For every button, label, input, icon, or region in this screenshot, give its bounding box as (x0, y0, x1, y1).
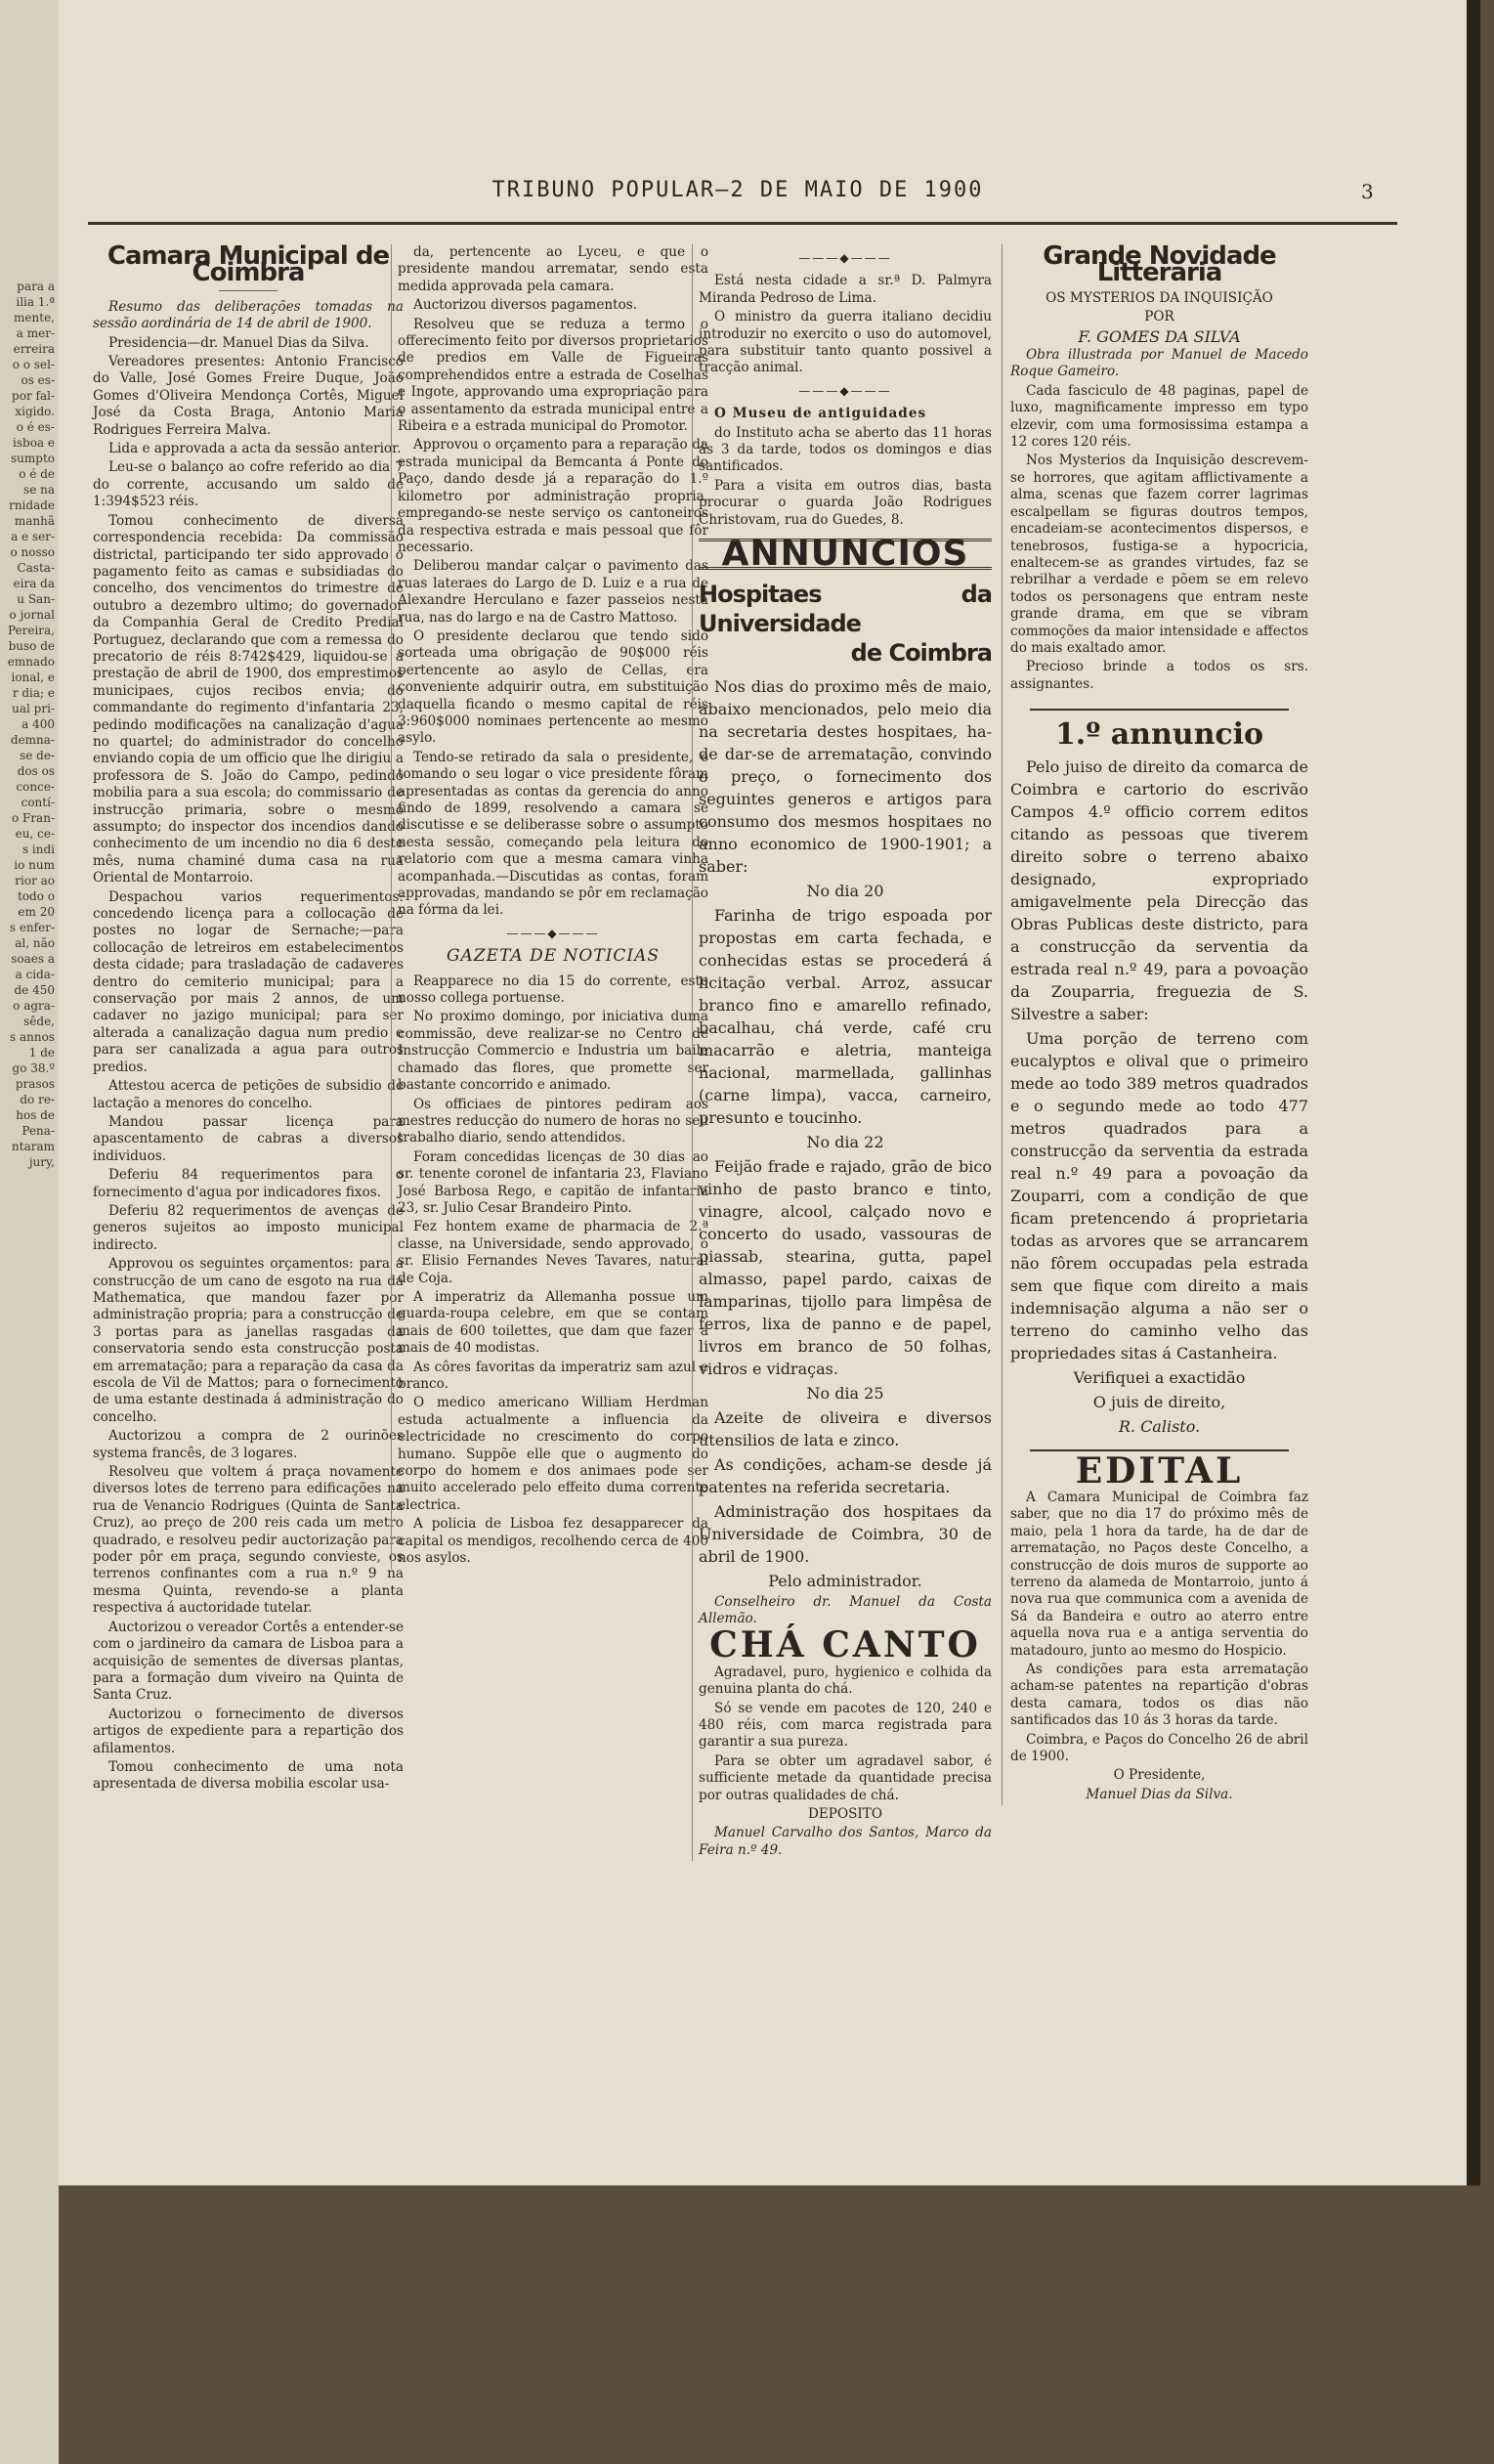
binding-fragment: 1 de (28, 1046, 55, 1059)
binding-fragment: dos os (17, 764, 55, 778)
hospitaes-title-2: de Coimbra (850, 638, 992, 667)
book-title: OS MYSTERIOS DA INQUISIÇÃO (1046, 289, 1273, 306)
ornament-divider: ———◆——— (798, 251, 892, 265)
camara-paragraph: O presidente declarou que tendo sido sorteada uma obrigação de 90$000 réis pertencente ao asylo de Cellas, era conveniente adquirir outra, em substituição daquella ficando o mesmo capital de réis 3:960$000 nominaes pertencente ao mesmo asylo. (398, 627, 708, 747)
day-22-text: Feijão frade e rajado, grão de bico vinho de pasto branco e tinto, vinagre, alcool, calçado novo e concerto do usado, vassouras de piassab, stearina, gutta, papel almasso, papel pardo, caixas de lamparinas, tijollo para limpêsa de ferros, lixa de panno e de papel, livros em branco de 50 folhas, vidros e vidraças. (699, 1156, 992, 1378)
binding-fragment: o nosso (10, 545, 55, 559)
museu-paragraph: do Instituto acha se aberto das 11 horas ás 3 da tarde, todos os domingos e dias santificados. (699, 424, 992, 475)
binding-fragment: todo o (18, 889, 55, 903)
binding-fragment: s annos (10, 1030, 55, 1044)
gazeta-paragraph: O medico americano William Herdman estuda actualmente a influencia da electricidade no crescimento do corpo humano. Suppõe elle que o augmento do corpo do homem e dos animaes pode ser muito accelerado pelo effeito duma corrente electrica. (398, 1395, 708, 1513)
binding-fragment: mente, (14, 311, 55, 324)
camara-paragraph: Resolveu que se reduza a termo o offerecimento feito por diversos proprietarios de predios em Valle de Figueiras comprehendidos entre a estrada de Coselhas e Ingote, approvando uma expropriação para o assentamento da estrada municipal entre a Ribeira e a estrada municipal do Promotor. (398, 316, 708, 435)
deposito-text: Manuel Carvalho dos Santos, Marco da Feira n.º 49. (699, 1825, 992, 1858)
day-20-text: Farinha de trigo espoada por propostas em carta fechada, e conhecidas estas se procederá á licitação verbal. Arroz, assucar branco fino e amarello refinado, bacalhau, chá verde, café cru macarrão e aletria, manteiga nacional, marmellada, gallinhas (carne limpa), vacca, carneiro, presunto e toucinho. (699, 905, 992, 1127)
camara-title: Camara Municipal de Coimbra (107, 241, 390, 288)
cha-text-3: Para se obter um agradavel sabor, é sufficiente metade da quantidade precisa por outras qualidades de chá. (699, 1752, 992, 1803)
annuncio-text: Pelo juiso de direito da comarca de Coimbra e cartorio do escrivão Campos 4.º officio correm editos citando as pessoas que tiverem direito sobre o terreno abaixo designado, expropriado amigavelmente pela Direcção das Obras Publicas deste districto, para a construcção da serventia da estrada real n.º 49, para a povoação da Zouparria, freguezia de S. Silvestre a saber: (1010, 756, 1308, 1023)
binding-fragment: rnidade (9, 498, 55, 512)
column-annuncios (692, 244, 992, 1861)
camara-paragraphs (93, 335, 404, 1794)
por-label: POR (1144, 309, 1174, 325)
day-20: No dia 20 (806, 881, 884, 900)
camara-paragraph: Deferiu 82 requerimentos de avenças de generos sujeitos ao imposto municipal indirecto. (93, 1202, 404, 1253)
binding-fragment: o o sel- (12, 358, 55, 371)
camara-paragraph: da, pertencente ao Lyceu, e que o presidente mandou arrematar, sendo esta medida approvada pela camara. (398, 244, 708, 294)
binding-fragment: se de- (20, 749, 55, 762)
binding-fragment: de 450 (14, 983, 55, 997)
binding-fragment: ional, e (11, 670, 55, 684)
binding-fragment: emnado (7, 655, 55, 669)
camara-paragraph: Auctorizou o fornecimento de diversos artigos de expediente para a repartição dos afilamentos. (93, 1706, 404, 1756)
juis-label: O juis de direito, (1092, 1392, 1226, 1411)
hospitaes-intro: Nos dias do proximo mês de maio, abaixo mencionados, pelo meio dia na secretaria destes hospitaes, ha-de dar-se de arrematação, convindo o preço, o fornecimento dos seguintes generos e artigos para consumo dos mesmos hospitaes no anno economico de 1900-1901; a saber: (699, 676, 992, 876)
binding-fragment: sumpto (11, 452, 55, 465)
gazeta-paragraphs (398, 973, 708, 1568)
verifiquei: Verifiquei a exactidão (1073, 1367, 1246, 1387)
camara-paragraph: Auctorizou o vereador Cortês a entender-se com o jardineiro da camara de Lisboa para a acquisição de sementes de diversas plantas, para a formação dum viveiro na Quinta de Santa Cruz. (93, 1619, 404, 1704)
camara-paragraph: Auctorizou a compra de 2 ourinões systema francês, de 3 logares. (93, 1428, 404, 1461)
gazeta-paragraph: A policia de Lisboa fez desapparecer da capital os mendigos, recolhendo cerca de 400 nos asylos. (398, 1516, 708, 1567)
museu-title: O Museu de antiguidades (714, 406, 927, 422)
binding-fragment: do re- (20, 1093, 55, 1106)
binding-fragment: para a (17, 280, 55, 293)
binding-fragment: manhã (14, 514, 55, 528)
masthead-rule (88, 222, 1397, 225)
binding-fragment: io num (14, 858, 55, 872)
deposito-label: DEPOSITO (807, 1805, 882, 1822)
binding-fragment: ual pri- (12, 702, 55, 715)
cha-text-2: Só se vende em pacotes de 120, 240 e 480 réis, com marca registrada para garantir a sua pureza. (699, 1700, 992, 1751)
day-25: No dia 25 (806, 1383, 884, 1403)
binding-fragment: buso de (8, 639, 55, 653)
camara-paragraph: Tomou conhecimento de uma nota apresentada de diversa mobilia escolar usa- (93, 1758, 404, 1793)
binding-fragment: ntaram (12, 1140, 55, 1153)
museu-paragraphs (699, 425, 992, 529)
binding-fragment: o jornal (9, 608, 55, 622)
binding-fragment: contí- (21, 796, 55, 809)
gazeta-title: GAZETA DE NOTICIAS (446, 946, 661, 967)
camara-paragraph: Resolveu que voltem á praça novamente diversos lotes de terreno para edificações na rua de Venancio Rodrigues (Quinta de Santa Cruz), ao preço de 200 reis cada um metro quadrado, e resolveu pedir auctorização para poder pôr em praça, segundo convieste, os terrenos confinantes com a rua n.º 9 na mesma Quinta, revendo-se a planta respectiva á auctoridade tutelar. (93, 1464, 404, 1617)
gazeta-paragraph: Foram concedidas licenças de 30 dias ao sr. tenente coronel de infantaria 23, Flaviano José Barbosa Rego, e capitão de infantaria 23, sr. Julio Cesar Brandeiro Pinto. (398, 1148, 708, 1216)
binding-fragment: se na (23, 483, 55, 497)
camara-paragraph: Leu-se o balanço ao cofre referido ao dia 7 do corrente, accusando um saldo de 1:394$523 réis. (93, 459, 404, 510)
gazeta-paragraph: No proximo domingo, por iniciativa duma commissão, deve realizar-se no Centro de Instrucção Commercio e Industria um baile chamado das flores, que promette ser bastante concorrido e animado. (398, 1009, 708, 1094)
binding-fragment: Pena- (21, 1124, 55, 1138)
camara-paragraph: Attestou acerca de petições de subsidio de lactação a menores do concelho. (93, 1078, 404, 1111)
binding-fragment: rior ao (15, 874, 55, 887)
camara-paragraph: Tendo-se retirado da sala o presidente, e tomando o seu logar o vice presidente fôram apresentadas as contas da gerencia do anno findo de 1899, resolvendo a camara se discutisse e se deliberasse sobre o assumpto nesta sessão, começando pela leitura do relatorio com que a mesma camara vinha acompanhada.—Discutidas as contas, foram approvadas, mandando se pôr em reclamação na fórma da lei. (398, 749, 708, 919)
column-litteraria (1002, 241, 1308, 1805)
binding-fragment: por fal- (12, 389, 55, 403)
camara-paragraph: Presidencia—dr. Manuel Dias da Silva. (108, 334, 369, 351)
illustrated-by: Obra illustrada por Manuel de Macedo Roque Gameiro. (1010, 347, 1308, 380)
binding-fragment: a 400 (21, 717, 55, 731)
binding-fragment: em 20 (18, 905, 55, 919)
edital-title: EDITAL (1075, 1449, 1244, 1491)
newspaper-page (59, 0, 1480, 2185)
binding-fragment: jury, (28, 1155, 55, 1169)
section-rule (1030, 709, 1289, 711)
binding-fragment: Casta- (17, 561, 55, 575)
book-paragraph: Precioso brinde a todos os srs. assignantes. (1010, 659, 1308, 692)
gazeta-paragraph: As côres favoritas da imperatriz sam azul e branco. (398, 1359, 708, 1392)
binding-fragment: hos de (16, 1108, 55, 1122)
conditions: As condições, acham-se desde já patentes na referida secretaria. (699, 1454, 992, 1496)
page-edge-shadow (1467, 0, 1480, 2185)
binding-fragment: xigido. (15, 405, 55, 418)
ornament-divider: ———◆——— (506, 926, 600, 940)
admin-text: Administração dos hospitaes da Universidade de Coimbra, 30 de abril de 1900. (699, 1501, 992, 1566)
binding-fragment: s enfer- (9, 921, 55, 934)
column-camara-municipal (93, 241, 404, 1795)
cha-canto-title: CHÁ CANTO (709, 1624, 981, 1666)
news-items (699, 273, 992, 376)
binding-fragment: go 38.º (12, 1061, 55, 1075)
admin-name: Conselheiro dr. Manuel da Costa Allemão. (699, 1593, 992, 1626)
cha-text: Agradavel, puro, hygienico e colhida da genuina planta do chá. (699, 1664, 992, 1698)
camara-paragraph: Approvou os seguintes orçamentos: para a construcção de um cano de esgoto na rua da Mathematica, que mandou fazer por administração propria; para a construcção de 3 portas para as janellas rasgadas da conservatoria sendo esta construcção posta em arrematação; para a reparação da casa da escola de Vil de Mattos; para o fornecimento de uma estante destinada á administração do concelho. (93, 1256, 404, 1425)
binding-fragment: eu, ce- (15, 827, 55, 841)
camara-paragraph: Approvou o orçamento para a reparação da estrada municipal da Bemcanta á Ponte do Paço, dando desde já a reparação do 1.º kilometro por administração propria, empregando-se neste serviço os cantoneiros da respectiva estrada e mais pessoal que fôr necessario. (398, 437, 708, 555)
binding-fragment: u San- (17, 592, 55, 606)
camara-subtitle: Resumo das deliberações tomadas na sessão aordinária de 14 de abril de 1900. (93, 298, 404, 332)
binding-fragment: s indi (21, 843, 55, 856)
annuncio-text-2: Uma porção de terreno com eucalyptos e olival que o primeiro mede ao todo 389 metros quadrados e o segundo mede ao todo 477 metros quadrados para a construcção da serventia da estrada real n.º 49 para a povoação da Zouparri, com a condição de que ficam pretencendo á proprietaria todas as arvores que se arrancarem não fôrem occupadas pela estrada sem que fique com direito a mais indemnisação alguma a não ser o terreno do caminho velho das propriedades sitas á Castanheira. (1010, 1028, 1308, 1362)
gazeta-paragraph: Os officiaes de pintores pediram aos mestres reducção do numero de horas no seu trabalho diario, sendo attendidos. (398, 1096, 708, 1146)
binding-fragment: o Fran- (11, 811, 55, 825)
binding-fragment: eira da (13, 577, 55, 590)
gazeta-paragraph: Fez hontem exame de pharmacia de 2.ª classe, na Universidade, sendo approvado, o sr. Elisio Fernandes Neves Tavares, natural de Coja. (398, 1219, 708, 1286)
presidente-label: O Presidente, (1113, 1767, 1206, 1784)
camara-paragraph: Despachou varios requerimentos: concedendo licença para a collocação de postes no logar de Sernache;—para collocação de letreiros em estabelecimentos desta cidade; para trasladação de cadaveres dentro do cemiterio municipal; para a conservação por mais 2 annos, de um cadaver no jazigo municipal; para ser alterada a canalização dagua num predio e para ser canalizada a agua para outros predios. (93, 888, 404, 1075)
day-25-text: Azeite de oliveira e diversos utensilios de lata e zinco. (699, 1407, 992, 1449)
hospitaes-title-1: Hospitaes da Universidade (699, 580, 992, 637)
camara-continued (398, 244, 708, 920)
binding-fragment: o é es- (16, 420, 55, 434)
annuncios-header: ANNUNCIOS (699, 539, 992, 569)
binding-fragment: sêde, (23, 1015, 55, 1028)
camara-paragraph: Tomou conhecimento de diversa correspondencia recebida: Da commissão districtal, participando ter sido approvado o pagamento feito as camas e subsidiadas do concelho, dos vencimentos do trimestre de outubro a dezembro ultimo; do governador da Companhia Geral de Credito Predial Portuguez, declarando que com a remessa do precatorio de réis 8:742$429, liquidou-se a prestação de abril de 1900, dos emprestimos municipaes, cujos recibos envia; do commandante do regimento d'infantaria 23, pedindo modificações na canalização d'agua no quartel; do administrador do concelho enviando copia de um officio que lhe dirigiu a professora de S. João do Campo, pedindo mobilia para a sua escola; do commissario de instrucção primaria, sobre o mesmo assumpto; do inspector dos incendios dando conhecimento de um incendio no dia 6 deste mês, numa chaminé duma casa na rua Oriental de Montarroio. (93, 512, 404, 886)
binding-fragment: ilia 1.ª (16, 295, 55, 309)
news-paragraph: Está nesta cidade a sr.ª D. Palmyra Miranda Pedroso de Lima. (699, 273, 992, 306)
edital-date: Coimbra, e Paços do Concelho 26 de abril de 1900. (1010, 1731, 1308, 1765)
book-paragraphs (1010, 383, 1308, 693)
binding-fragment: o é de (19, 467, 55, 481)
binding-fragment: demna- (10, 733, 55, 747)
book-paragraph: Nos Mysterios da Inquisição descrevem-se horrores, que agitam afflictivamente a alma, scenas que fazem correr lagrimas escalpellam se figuras doutros tempos, encadeiam-se acontecimentos dispersos, e tenebrosos, fustiga-se a hypocricia, enaltecem-se as grandes virtudes, faz se rebrilhar a verdade e põem se em relevo todos os personagens que entram neste grande drama, em que se vibram commoções da maior intensidade e affectos do mais exaltado amor. (1010, 453, 1308, 656)
day-22: No dia 22 (806, 1132, 884, 1151)
page-number: 3 (1361, 180, 1374, 203)
book-paragraph: Cada fasciculo de 48 paginas, papel de luxo, magnificamente impresso em typo elzevir, com uma formosissima estampa a 12 cores 120 réis. (1010, 382, 1308, 451)
camara-paragraph: Deliberou mandar calçar o pavimento das ruas lateraes do Largo de D. Luiz e a rua de Alexandre Herculano e fazer passeios nesta rua, nas do largo e na de Castro Mattoso. (398, 558, 708, 626)
juis-name: R. Calisto. (1118, 1416, 1201, 1436)
binding-fragment: o agra- (13, 999, 55, 1013)
binding-fragment: erreira (13, 342, 55, 356)
camara-paragraph: Mandou passar licença para apascentamento de cabras a diversos individuos. (93, 1113, 404, 1164)
camara-paragraph: Deferiu 84 requerimentos para o fornecimento d'agua por indicadores fixos. (93, 1167, 404, 1200)
edital-text-2: As condições para esta arrematação acham-se patentes na repartição d'obras desta camara, todos os dias não santificados das 10 ás 3 horas da tarde. (1010, 1662, 1308, 1729)
binding-fragment: a e ser- (11, 530, 55, 543)
museu-paragraph: Para a visita em outros dias, basta procurar o guarda João Rodrigues Christovam, rua do Guedes, 8. (699, 477, 992, 528)
ornament-divider: ———◆——— (798, 383, 892, 398)
annuncio-title: 1.º annuncio (1054, 717, 1264, 753)
binding-fragment: r dia; e (12, 686, 55, 700)
camara-paragraph: Auctorizou diversos pagamentos. (413, 297, 638, 314)
binding-margin (0, 0, 59, 2464)
camara-paragraph: Lida e approvada a acta da sessão anterior. (108, 441, 402, 457)
binding-fragment: soaes a (11, 952, 55, 966)
gazeta-paragraph: A imperatriz da Allemanha possue um guarda-roupa celebre, em que se contam mais de 600 toilettes, que dam que fazer a mais de 40 modistas. (398, 1288, 708, 1357)
binding-fragment: prasos (15, 1077, 55, 1091)
binding-fragment: conce- (16, 780, 55, 794)
column-noticias (391, 244, 708, 1569)
gazeta-paragraph: Reapparece no dia 15 do corrente, este nosso collega portuense. (398, 973, 708, 1007)
presidente-name: Manuel Dias da Silva. (1086, 1786, 1233, 1802)
binding-fragment: isboa e (13, 436, 55, 450)
binding-fragment: a cida- (15, 968, 55, 981)
news-paragraph: O ministro da guerra italiano decidiu introduzir no exercito o uso do automovel, para substituir tanto quanto possivel a tracção animal. (699, 309, 992, 376)
book-author: F. GOMES DA SILVA (1078, 326, 1241, 346)
edital-text: A Camara Municipal de Coimbra faz saber, que no dia 17 do próximo mês de maio, pela 1 hora da tarde, ha de dar de arrematação, no Paços deste Concelho, a construcção de dois muros de supporte ao terreno da alameda de Montarroio, junto á nova rua que communica com a avenida de Sá da Bandeira e outro ao aterro entre aquella nova rua e a antiga serventia do matadouro, junto ao mesmo do Hospicio. (1010, 1489, 1308, 1659)
litteraria-title: Grande Novidade Litteraria (1043, 241, 1276, 288)
divider (219, 290, 277, 291)
admin-sign: Pelo administrador. (768, 1571, 922, 1590)
binding-fragment: Pereira, (7, 624, 55, 637)
binding-fragment: a mer- (16, 326, 55, 340)
masthead: TRIBUNO POPULAR—2 DE MAIO DE 1900 (491, 178, 984, 202)
binding-fragment: os es- (21, 373, 55, 387)
camara-paragraph: Vereadores presentes: Antonio Francisco do Valle, José Gomes Freire Duque, João Gomes d'Oliveira Mendonça Cortês, Miguel José da Costa Braga, Antonio Maria Rodrigues Ferreira Malva. (93, 354, 404, 438)
binding-fragment: al, não (15, 936, 55, 950)
